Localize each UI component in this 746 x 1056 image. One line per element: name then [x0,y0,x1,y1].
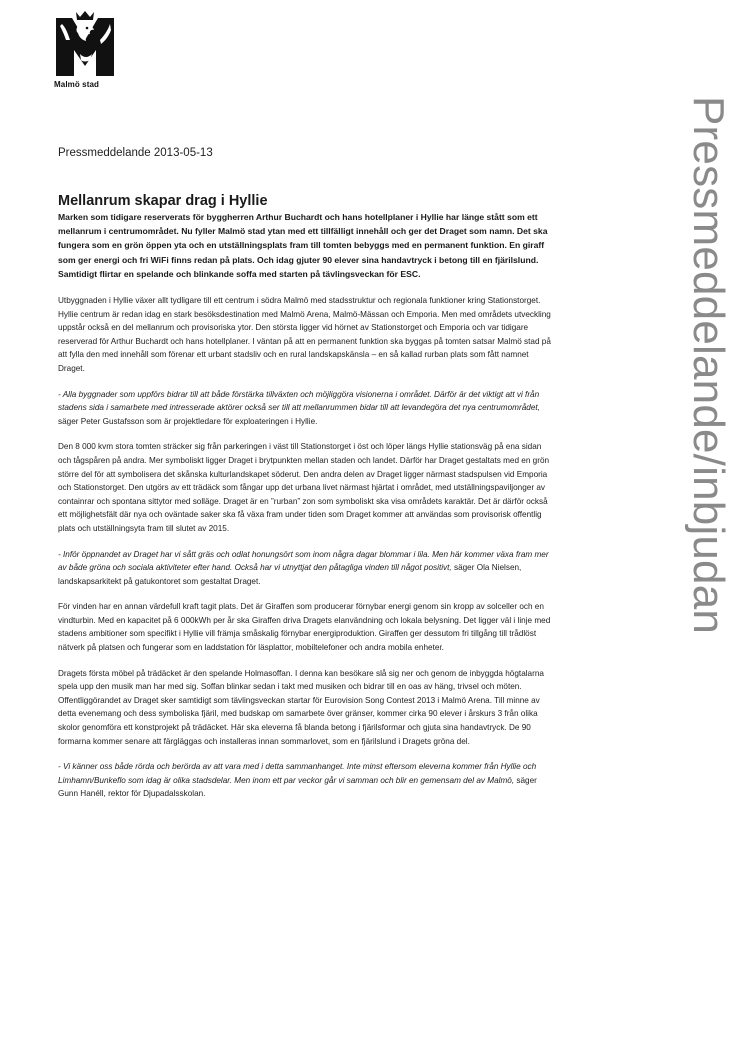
quote-paragraph [58,548,556,589]
body-paragraph: Den 8 000 kvm stora tomten sträcker sig från parkeringen i väst till Stationstorget i öst och löper längs Hyllie stationsväg på ena sidan och tågspåren på andra. Mer symboliskt ligger Draget i brytpunkten mellan staden och landet. Därför har Draget gestaltats med en grön större del för att symbolisera det skånska kulturlandskapet söderut. Den andra delen av Draget ligger närmast stadspulsen vid Emporia och Stationstorget. Den utgörs av ett trädäck som fångar upp det urbana livet närmast hjärtat i området, med utställningspaviljonger av containrar och spontana sittytor med solläge. Draget är en ”rurban” zon som symboliskt ska visa områdets karaktär. Det är därför också ett möjlighetsfält där nya och oväntade saker ska få växa fram under tiden som Draget kommer att användas som provisorisk offentlig plats och utställningsyta fram till slutet av 2015. [58,442,550,533]
malmo-stad-logo [54,10,116,90]
body-paragraph: För vinden har en annan värdefull kraft tagit plats. Det är Giraffen som producerar förnybar energi genom sin kropp av solceller och en vindturbin. Med en kapacitet på 6 000kWh per år ska Giraffen driva Dragets elanvändning och lokala belysning. Det ligger väl i linje med stadens ambitioner som specifikt i Hyllie vill främja småskalig förnybar energiproduktion. Giraffen ger dessutom fri tillgång till trådlöst nätverk på platsen och fungerar som en laddstation för läsplattor, mobiltelefoner och andra mobila enheter. [58,602,551,653]
quote-text: - Inför öppnandet av Draget har vi sått gräs och odlat honungsört som inom några dagar blommar i lila. Men här kommer växa fram mer av både gröna och sociala aktiviteter efter hand. Också har vi utnyttjat den påtagliga vinden till något positivt, [58,549,549,573]
body-paragraph: Dragets första möbel på trädäcket är den spelande Holmasoffan. I denna kan besökare slå sig ner och genom de inbyggda högtalarna spela upp den musik man har med sig. Soffan blinkar sedan i takt med musiken och bidrar till en oas av häng, trivsel och möten. Offentliggörandet av Draget sker samtidigt som tävlingsveckan startar för Eurovision Song Contest 2013 i Malmö Arena. Till minne av detta evenemang och dess symboliska fjäril, med budskap om samarbete över gränser, kommer cirka 90 elever i årskurs 3 från olika skolor genomföra ett konstprojekt på trädäcket. Här ska eleverna få blanda betong i fjärilsformar och gjuta sina handavtryck. De 90 formarna kommer senare att färgläggas och installeras innan sommarlovet, som en fjärilslund i Dragets gröna del. [58,668,544,746]
quote-attribution: säger Gunn Hanéll, rektor för Djupadalsskolan. [58,775,537,799]
quote-paragraph [58,760,556,801]
press-release-date: Pressmeddelande 2013-05-13 [58,147,213,159]
malmo-griffin-crest-icon [54,10,116,80]
quote-text: - Vi känner oss både rörda och berörda av att vara med i detta sammanhanget. Inte minst eftersom eleverna kommer från Hyllie och Limhamn/Bunkeflo som idag är olika stadsdelar. Men inom ett par veckor går vi samman och blir en gemensam del av Malmö, [58,762,537,785]
article-body [58,193,556,813]
logo-text: Malmö stad [54,80,100,89]
side-title: Pressmeddelande/inbjudan [684,96,733,635]
quote-paragraph [58,388,556,429]
body-paragraph: Utbyggnaden i Hyllie växer allt tydligare till ett centrum i södra Malmö med stadsstruktur och regionala funktioner kring Stationstorget. Hyllie centrum är redan idag en stark besöksdestination med Malmö Arena, Malmö-Mässan och Emporia. Men med områdets utveckling uppstår också en del mellanrum och provisoriska ytor. Den största ligger vid hörnet av Stationstorget och Emporia och var tidigare reserverad för Arthur Buchardt och hans hotellplaner. I väntan på att en permanent funktion ska byggas på tomten satsar Malmö stad på att fylla den med innehåll som förenar ett urbant stadsliv och en rural landskapskänsla – en så kallad rurban plats som fått namnet Draget. [58,296,551,373]
quote-attribution: säger Peter Gustafsson som är projektledare för exploateringen i Hyllie. [58,416,318,426]
headline: Mellanrum skapar drag i Hyllie [58,193,268,209]
quote-attribution: säger Ola Nielsen, landskapsarkitekt på gatukontoret som gestaltat Draget. [58,563,522,586]
quote-text: - Alla byggnader som uppförs bidrar till att både förstärka tillväxten och möjliggöra visionerna i området. Därför är det viktigt att vi från stadens sida i samarbete med intresserade aktörer också ser till att mellanrummen bidar till att levandegöra det nya centrumområdet, [58,389,540,413]
lead-paragraph: Marken som tidigare reserverats för byggherren Arthur Buchardt och hans hotellplaner i Hyllie har länge stått som ett mellanrum i centrumområdet. Nu fyller Malmö stad ytan med ett tillfälligt innehåll och ger det Draget som namn. Det ska fungera som en grön öppen yta och en utställningsplats fram till tomten bebyggs med en permanent funktion. En giraff som ger energi och fri WiFi finns redan på plats. Och idag gjuter 90 elever sina handavtryck i betong till en fjärilslund. Samtidigt flirtar en spelande och blinkande soffa med starten på tävlingsveckan för ESC. [58,212,548,279]
